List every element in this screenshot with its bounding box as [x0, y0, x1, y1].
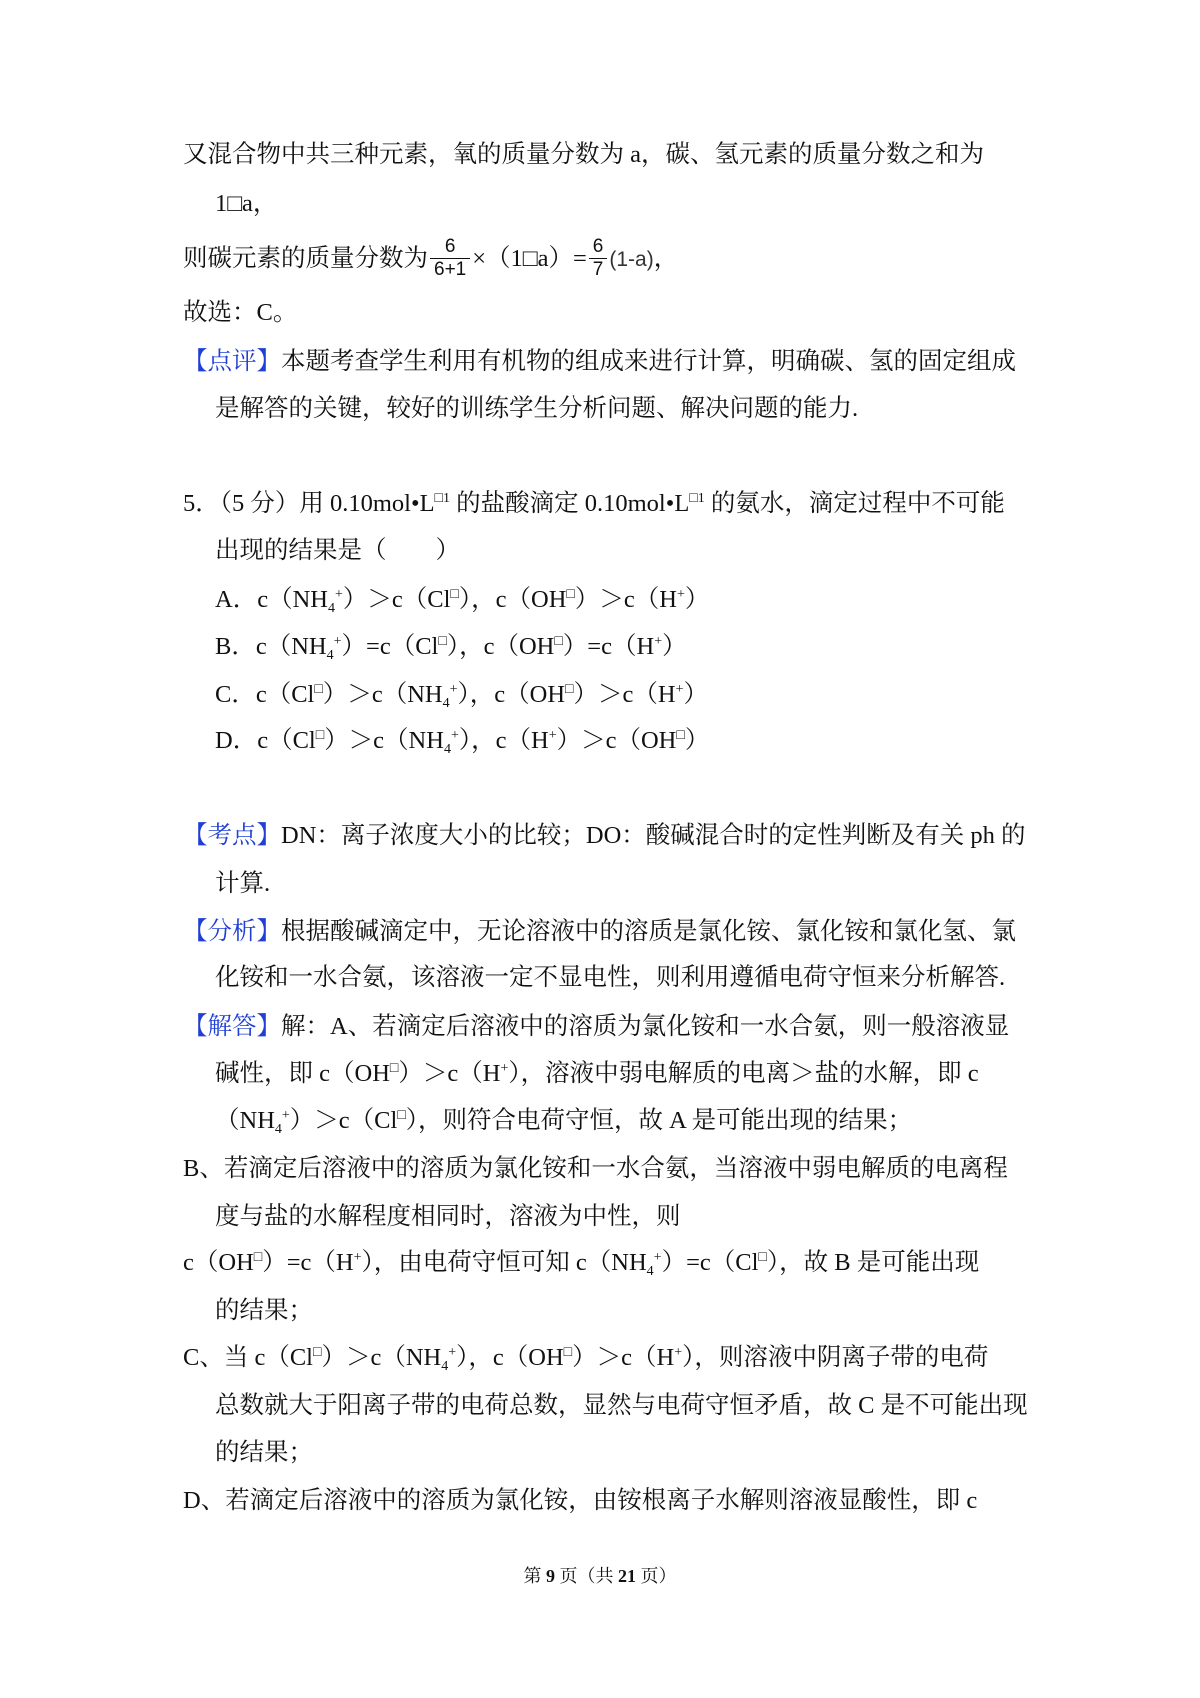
superscript: + [449, 682, 458, 697]
text: ）＞c（OH [556, 727, 677, 754]
page-footer: 第 9 页（共 21 页） [523, 1566, 677, 1586]
text-line [215, 1296, 313, 1326]
text: ）=c（H [262, 1249, 354, 1276]
text: ）=c（H [562, 633, 655, 660]
text: 本题考查学生利用有机物的组成来进行计算，明确碳、氢的固定组成 [281, 348, 1016, 375]
superscript: + [333, 634, 342, 649]
text: 的结果； [215, 1297, 313, 1324]
text-line [215, 189, 277, 219]
superscript: + [281, 1108, 290, 1123]
text: ），则溶液中阴离子带的电荷 [682, 1344, 989, 1371]
text: ），c（OH [456, 1344, 564, 1371]
superscript: □ [315, 728, 325, 743]
text: DN：离子浓度大小的比较；DO：酸碱混合时的定性判断及有关 ph 的 [281, 822, 1026, 849]
text-line [215, 869, 270, 899]
superscript: □ [758, 1250, 767, 1265]
text: ），c（OH [458, 586, 567, 613]
superscript: + [674, 1345, 683, 1360]
superscript: + [500, 1061, 509, 1076]
section-label: 【解答】 [183, 1013, 281, 1040]
text-line [183, 1486, 977, 1516]
superscript: + [448, 1345, 457, 1360]
text: ）＞c（Cl [342, 586, 451, 613]
text: 出现的结果是（ ） [215, 537, 460, 564]
superscript: + [676, 587, 685, 602]
subscript: 4 [274, 1122, 282, 1137]
text-line [215, 394, 858, 424]
superscript: □ [314, 682, 323, 697]
text-line [183, 489, 1005, 519]
text: ） [684, 727, 710, 754]
text-line [215, 536, 460, 566]
text: 碱性，即 c（OH [215, 1060, 390, 1087]
text: ×（1□a）= [472, 245, 587, 273]
subscript: 4 [327, 601, 335, 616]
text: B、若滴定后溶液中的溶质为氯化铵和一水合氨，当溶液中弱电解质的电离程 [183, 1155, 1008, 1182]
superscript: + [653, 1250, 662, 1265]
text-line [183, 1248, 979, 1278]
section-label: 【点评】 [183, 348, 281, 375]
text-line [215, 585, 709, 615]
superscript: □ [450, 587, 459, 602]
text: ）＞c（NH [322, 681, 443, 708]
text-line [183, 140, 984, 170]
text: ）＞c（NH [321, 1344, 442, 1371]
text: D、若滴定后溶液中的溶质为氯化铵，由铵根离子水解则溶液显酸性，即 c [183, 1487, 978, 1514]
text-line [215, 1438, 313, 1468]
fraction [430, 236, 470, 281]
superscript: □ [397, 1108, 406, 1123]
subscript: 4 [442, 696, 450, 711]
superscript: + [450, 728, 459, 743]
subscript: 4 [443, 742, 451, 757]
superscript: + [675, 682, 684, 697]
denominator: 6+1 [430, 258, 470, 281]
superscript: □ [563, 1345, 573, 1360]
text-line [215, 1391, 1028, 1421]
subscript: 4 [326, 648, 334, 663]
text: 总数就大于阳离子带的电荷总数，显然与电荷守恒矛盾，故 C 是不可能出现 [215, 1392, 1028, 1419]
text: ），由电荷守恒可知 c（NH [361, 1249, 647, 1276]
superscript: + [548, 728, 557, 743]
superscript: □ [438, 634, 447, 649]
text-line [215, 632, 687, 662]
text: ）=c（Cl [661, 1249, 759, 1276]
text: ） [683, 681, 708, 708]
superscript: + [654, 634, 663, 649]
superscript: □ [566, 587, 575, 602]
superscript: □1 [434, 491, 450, 506]
text: 的盐酸滴定 0.10mol•L [450, 490, 690, 517]
superscript: □ [676, 728, 685, 743]
superscript: □ [565, 682, 574, 697]
text: ）＞c（Cl [289, 1107, 398, 1134]
subscript: 4 [646, 1264, 654, 1279]
subscript: 4 [441, 1359, 449, 1374]
text-line [183, 347, 1016, 377]
superscript: + [353, 1250, 362, 1265]
text-line [183, 298, 297, 328]
superscript: □ [253, 1250, 263, 1265]
text: B．c（NH [215, 633, 327, 660]
formula-image-text: (1-a) [609, 248, 654, 272]
text-line [183, 1343, 988, 1373]
text-line [183, 821, 1026, 851]
page-total: 21 [618, 1566, 636, 1586]
text-line [183, 1012, 1009, 1042]
superscript: + [334, 587, 343, 602]
text: ） [684, 586, 710, 613]
text: ）＞c（H [398, 1060, 501, 1087]
text: ），c（OH [446, 633, 555, 660]
text: C．c（Cl [215, 681, 315, 708]
text: 计算. [215, 870, 271, 897]
numerator: 6 [444, 236, 456, 257]
numerator: 6 [592, 236, 604, 257]
text: D．c（Cl [215, 727, 316, 754]
text: 化铵和一水合氨，该溶液一定不显电性，则利用遵循电荷守恒来分析解答. [215, 964, 1006, 991]
text: 故选：C。 [183, 299, 298, 326]
text: ），溶液中弱电解质的电离＞盐的水解，即 c [508, 1060, 979, 1087]
text: 的氨水，滴定过程中不可能 [704, 490, 1005, 517]
text: 又混合物中共三种元素，氧的质量分数为 a，碳、氢元素的质量分数之和为 [183, 141, 984, 168]
text-line [215, 1059, 979, 1089]
text-line [183, 917, 1016, 947]
text-line [183, 1154, 1008, 1184]
text-line [215, 963, 1005, 993]
text: 度与盐的水解程度相同时，溶液为中性，则 [215, 1203, 681, 1230]
text: C、当 c（Cl [183, 1344, 313, 1371]
text: ）=c（Cl [341, 633, 439, 660]
text: ）＞c（H [574, 586, 677, 613]
text: ， [653, 245, 679, 273]
fraction [589, 236, 608, 281]
text: ） [662, 633, 687, 660]
section-label: 【考点】 [183, 822, 281, 849]
text: ）＞c（H [572, 1344, 675, 1371]
text: c（OH [183, 1249, 254, 1276]
text-line [215, 680, 708, 710]
text: （NH [215, 1107, 275, 1134]
superscript: □ [313, 1345, 322, 1360]
text: 5．（5 分）用 0.10mol•L [183, 490, 435, 517]
text: 根据酸碱滴定中，无论溶液中的溶质是氯化铵、氯化铵和氯化氢、氯 [281, 918, 1016, 945]
text: ），故 B 是可能出现 [766, 1249, 980, 1276]
text-line [215, 726, 709, 756]
text: ）＞c（H [573, 681, 676, 708]
superscript: □ [389, 1061, 399, 1076]
text: ），c（H [458, 727, 549, 754]
text: 则碳元素的质量分数为 [183, 245, 428, 273]
text-line [215, 1106, 912, 1136]
superscript: □ [554, 634, 563, 649]
text: ）＞c（NH [324, 727, 444, 754]
text-line [183, 238, 678, 283]
text: ），则符合电荷守恒，故 A 是可能出现的结果； [405, 1107, 913, 1134]
section-label: 【分析】 [183, 918, 281, 945]
text: A．c（NH [215, 586, 328, 613]
denominator: 7 [589, 258, 608, 281]
text: 的结果； [215, 1439, 313, 1466]
text-line [215, 1202, 681, 1232]
page-number: 9 [546, 1566, 555, 1586]
text: 1□a， [215, 190, 278, 217]
superscript: □1 [689, 491, 705, 506]
text: ），c（OH [457, 681, 566, 708]
text: 是解答的关键，较好的训练学生分析问题、解决问题的能力. [215, 395, 859, 422]
text: 解：A、若滴定后溶液中的溶质为氯化铵和一水合氨，则一般溶液显 [281, 1013, 1010, 1040]
